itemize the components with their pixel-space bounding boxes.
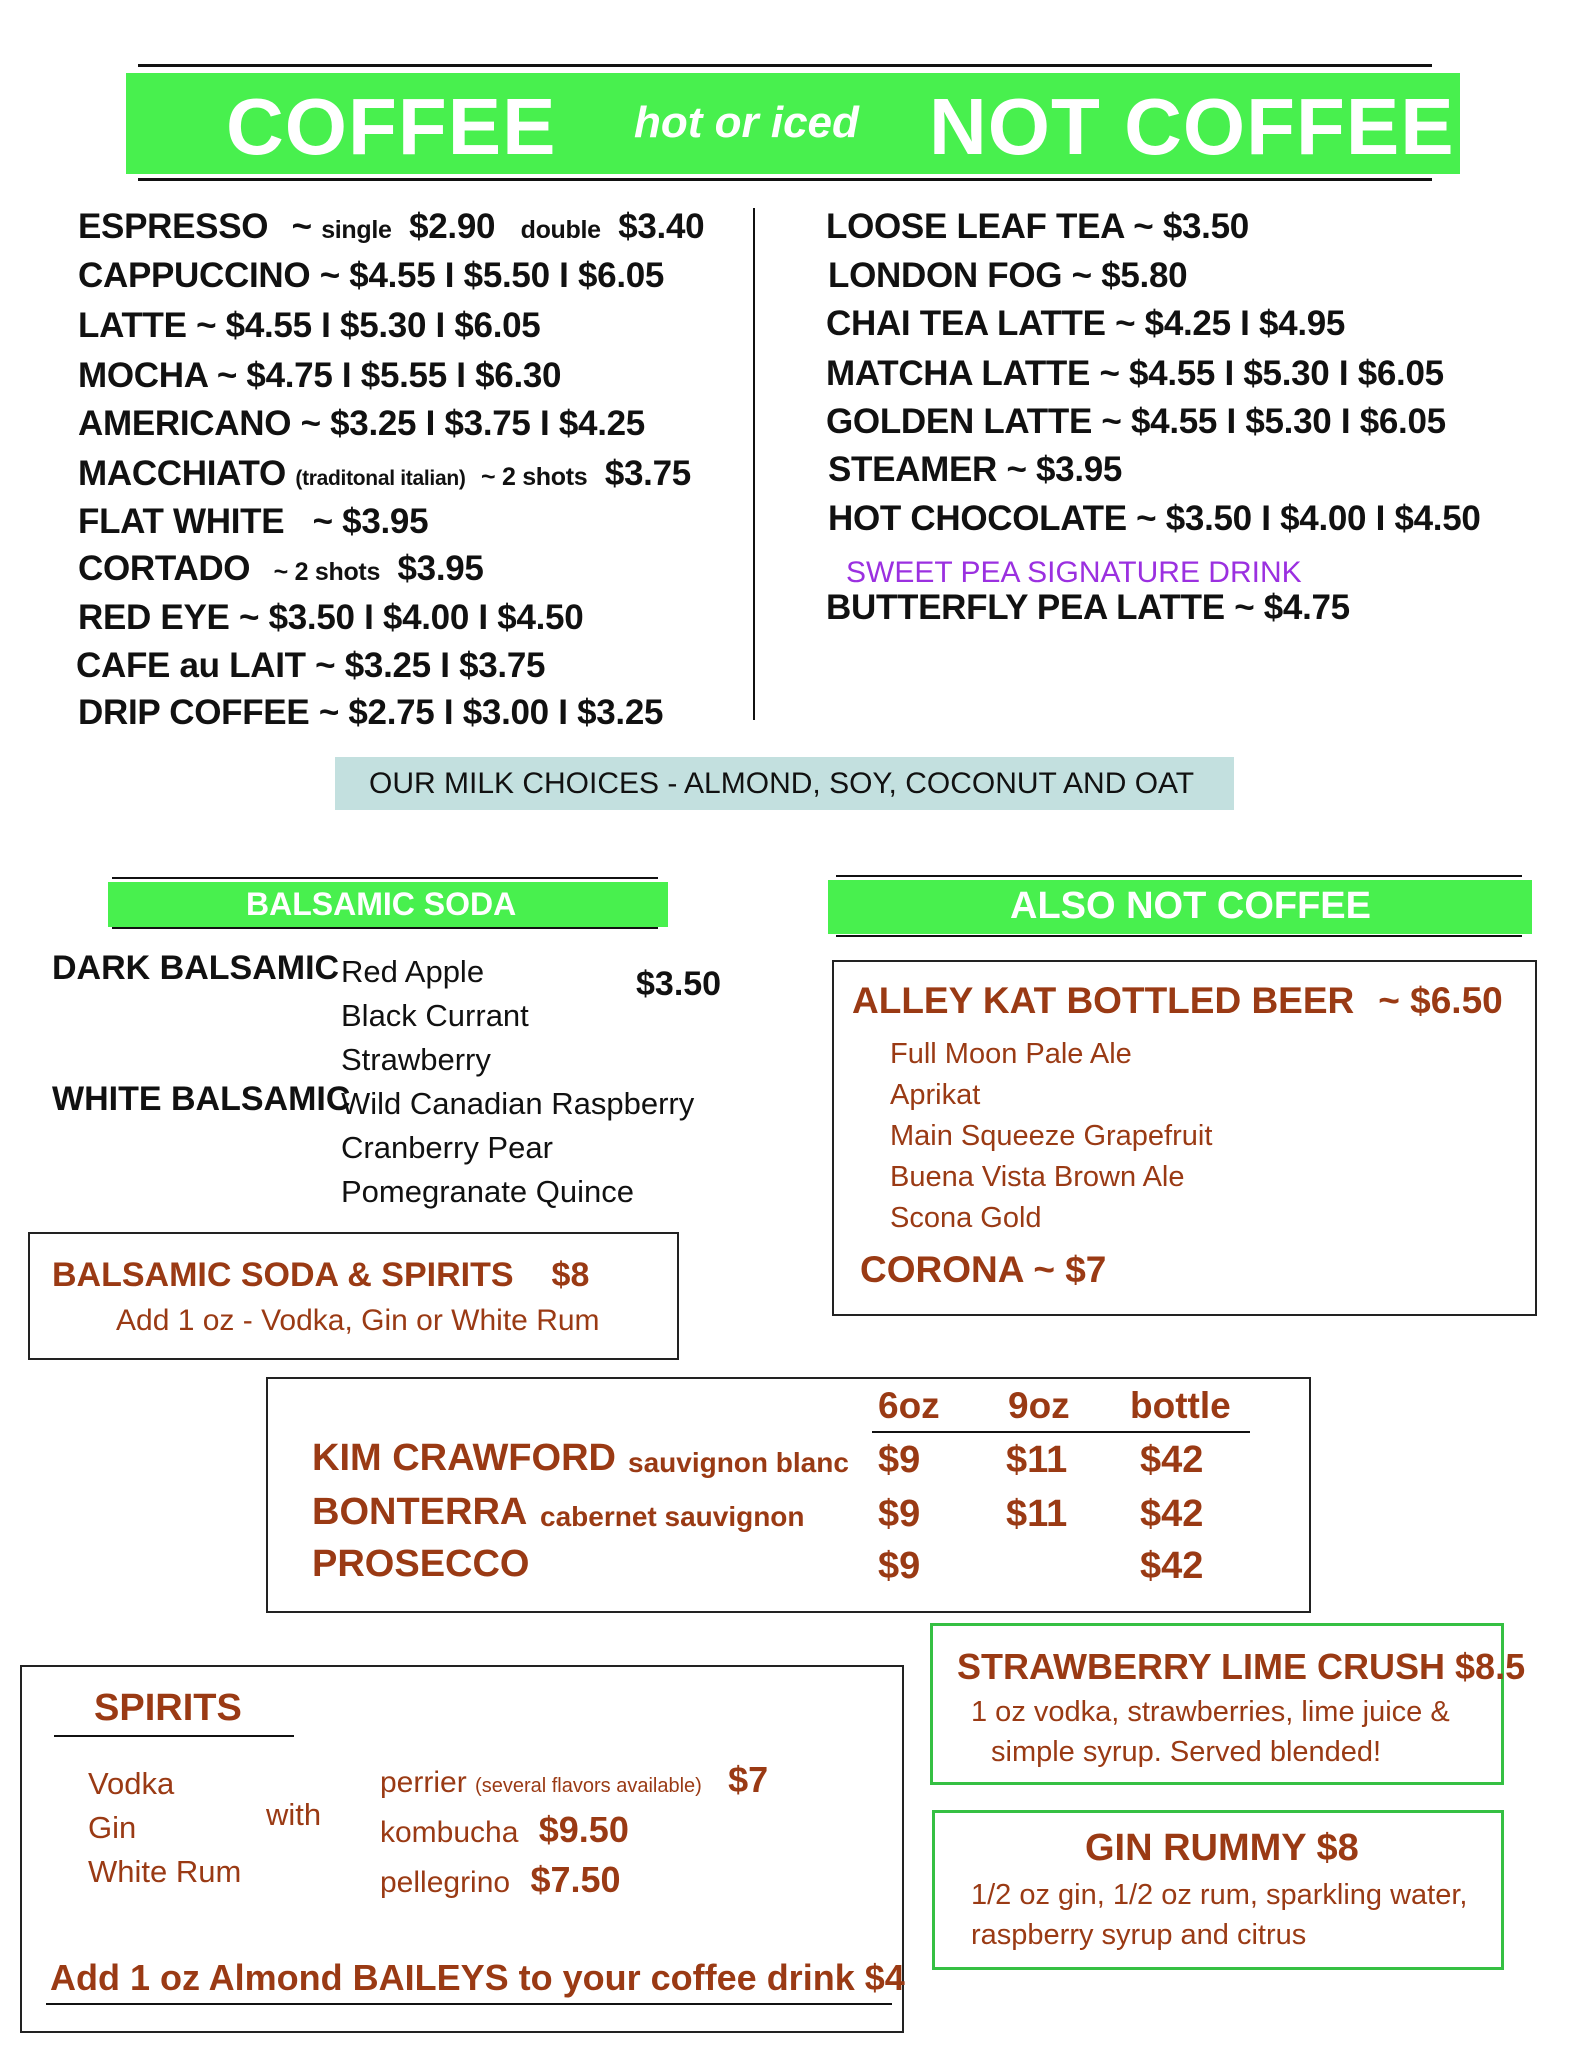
corona-beer: CORONA ~ $7 xyxy=(860,1249,1107,1290)
milk-choices-banner xyxy=(335,757,1234,810)
column-divider xyxy=(753,208,755,720)
dark-balsamic-label: DARK BALSAMIC xyxy=(52,949,340,987)
balsamic-title: BALSAMIC SODA xyxy=(246,886,517,922)
strawberry-lime-crush-box xyxy=(930,1623,1526,1785)
balsamic-top-rule xyxy=(112,877,658,879)
balsamic-price: $3.50 xyxy=(636,965,722,1003)
beer-list xyxy=(890,1034,1212,1239)
gin-rummy-desc-1: 1/2 oz gin, 1/2 oz rum, sparkling water, xyxy=(971,1879,1468,1911)
flavor-item: Wild Canadian Raspberry xyxy=(341,1086,695,1121)
strawberry-title: STRAWBERRY LIME CRUSH $8.5 xyxy=(957,1646,1526,1687)
wine-price-9oz: $11 xyxy=(1006,1439,1068,1481)
menu-item-loose-leaf-tea: LOOSE LEAF TEA ~ $3.50 xyxy=(826,207,1249,246)
menu-item-flat-white: FLAT WHITE ~ $3.95 xyxy=(78,502,429,541)
wine-type: sauvignon blanc xyxy=(628,1447,849,1478)
header-bottom-rule xyxy=(138,178,1432,181)
flavor-item: Red Apple xyxy=(341,954,485,989)
spirit-item: White Rum xyxy=(88,1854,242,1889)
spirit-item: Gin xyxy=(88,1810,137,1845)
balsamic-bottom-rule xyxy=(112,927,658,929)
also-not-coffee-bottom-rule xyxy=(836,935,1522,937)
balsamic-spirits-desc: Add 1 oz - Vodka, Gin or White Rum xyxy=(116,1304,600,1337)
mixer-perrier: perrier (several flavors available) $7 xyxy=(380,1759,769,1800)
menu-item-cappuccino: CAPPUCCINO ~ $4.55 I $5.50 I $6.05 xyxy=(78,256,665,295)
not-coffee-title: NOT COFFEE xyxy=(929,82,1455,171)
wine-price-6oz: $9 xyxy=(878,1545,921,1587)
wine-price-6oz: $9 xyxy=(878,1439,921,1481)
wine-header-9oz: 9oz xyxy=(1008,1385,1070,1426)
also-not-coffee-banner xyxy=(828,880,1532,934)
beer-item: Aprikat xyxy=(890,1079,981,1111)
beer-item: Scona Gold xyxy=(890,1202,1042,1234)
white-balsamic-label: WHITE BALSAMIC xyxy=(52,1080,351,1118)
milk-choices-text: OUR MILK CHOICES - ALMOND, SOY, COCONUT AND OAT xyxy=(369,767,1195,800)
balsamic-flavor-list xyxy=(341,950,694,1214)
menu-item-matcha-latte: MATCHA LATTE ~ $4.55 I $5.30 I $6.05 xyxy=(826,354,1444,393)
wine-price-bottle: $42 xyxy=(1140,1545,1204,1587)
flavor-item: Cranberry Pear xyxy=(341,1130,553,1165)
also-not-coffee-top-rule xyxy=(836,875,1522,877)
spirits-list xyxy=(88,1762,241,1894)
menu-item-latte: LATTE ~ $4.55 I $5.30 I $6.05 xyxy=(78,306,541,345)
spirits-title: SPIRITS xyxy=(94,1687,242,1729)
menu-item-cortado: CORTADO ~ 2 shots $3.95 xyxy=(78,549,484,588)
hot-or-iced: hot or iced xyxy=(634,98,859,147)
strawberry-desc-1: 1 oz vodka, strawberries, lime juice & xyxy=(971,1696,1450,1728)
menu-item-red-eye: RED EYE ~ $3.50 I $4.00 I $4.50 xyxy=(78,598,584,637)
beer-item: Buena Vista Brown Ale xyxy=(890,1161,1185,1193)
menu-item-espresso: ESPRESSO ~ single $2.90 double $3.40 xyxy=(78,207,705,246)
balsamic-banner xyxy=(108,882,668,927)
menu-item-london-fog: LONDON FOG ~ $5.80 xyxy=(828,256,1188,295)
wine-name: BONTERRA xyxy=(312,1491,528,1533)
wine-box xyxy=(266,1377,1311,1613)
wine-type: cabernet sauvignon xyxy=(540,1501,805,1532)
spirit-item: Vodka xyxy=(88,1766,175,1801)
menu-item-chai-tea-latte: CHAI TEA LATTE ~ $4.25 I $4.95 xyxy=(826,304,1346,343)
flavor-item: Black Currant xyxy=(341,998,529,1033)
wine-header-6oz: 6oz xyxy=(878,1385,940,1426)
balsamic-spirits-title: BALSAMIC SODA & SPIRITS $8 xyxy=(52,1256,590,1294)
header-top-rule xyxy=(138,64,1432,67)
beer-box xyxy=(832,960,1537,1316)
wine-price-bottle: $42 xyxy=(1140,1493,1204,1535)
mixer-pellegrino: pellegrino $7.50 xyxy=(380,1859,621,1900)
gin-rummy-title: GIN RUMMY $8 xyxy=(1085,1827,1359,1869)
alley-kat-beer: ALLEY KAT BOTTLED BEER ~ $6.50 xyxy=(852,980,1503,1021)
menu-item-steamer: STEAMER ~ $3.95 xyxy=(828,450,1123,489)
spirits-with: with xyxy=(266,1797,322,1832)
menu-item-americano: AMERICANO ~ $3.25 I $3.75 I $4.25 xyxy=(78,404,645,443)
header-banner xyxy=(126,73,1460,174)
coffee-title: COFFEE xyxy=(226,82,557,171)
baileys-rule xyxy=(46,2003,892,2005)
flavor-item: Strawberry xyxy=(341,1042,491,1077)
wine-price-9oz: $11 xyxy=(1006,1493,1068,1535)
menu-item-drip-coffee: DRIP COFFEE ~ $2.75 I $3.00 I $3.25 xyxy=(78,693,664,732)
wine-price-bottle: $42 xyxy=(1140,1439,1204,1481)
spirits-title-rule xyxy=(54,1735,294,1737)
also-not-coffee-title: ALSO NOT COFFEE xyxy=(1010,885,1371,927)
menu-item-golden-latte: GOLDEN LATTE ~ $4.55 I $5.30 I $6.05 xyxy=(826,402,1446,441)
balsamic-spirits-box xyxy=(28,1232,679,1360)
mixer-kombucha: kombucha $9.50 xyxy=(380,1809,629,1850)
strawberry-desc-2: simple syrup. Served blended! xyxy=(991,1736,1382,1768)
beer-item: Main Squeeze Grapefruit xyxy=(890,1120,1213,1152)
menu-item-mocha: MOCHA ~ $4.75 I $5.55 I $6.30 xyxy=(78,356,562,395)
menu-item-cafe-au-lait: CAFE au LAIT ~ $3.25 I $3.75 xyxy=(76,646,546,685)
gin-rummy-desc-2: raspberry syrup and citrus xyxy=(971,1919,1307,1951)
signature-label: SWEET PEA SIGNATURE DRINK xyxy=(846,556,1302,589)
wine-name: KIM CRAWFORD xyxy=(312,1437,616,1479)
beer-item: Full Moon Pale Ale xyxy=(890,1038,1132,1070)
wine-header-bottle: bottle xyxy=(1130,1385,1231,1426)
menu-item-butterfly-pea-latte: BUTTERFLY PEA LATTE ~ $4.75 xyxy=(826,588,1350,627)
menu-item-macchiato: MACCHIATO (traditonal italian) ~ 2 shots $3.75 xyxy=(78,454,691,493)
baileys-addon: Add 1 oz Almond BAILEYS to your coffee drink $4 xyxy=(50,1957,905,1998)
spirits-box xyxy=(20,1665,904,2033)
flavor-item: Pomegranate Quince xyxy=(341,1174,634,1209)
wine-price-6oz: $9 xyxy=(878,1493,921,1535)
menu-item-hot-chocolate: HOT CHOCOLATE ~ $3.50 I $4.00 I $4.50 xyxy=(828,499,1481,538)
gin-rummy-box xyxy=(932,1810,1504,1970)
wine-header-rule xyxy=(872,1431,1250,1433)
wine-name: PROSECCO xyxy=(312,1543,530,1585)
